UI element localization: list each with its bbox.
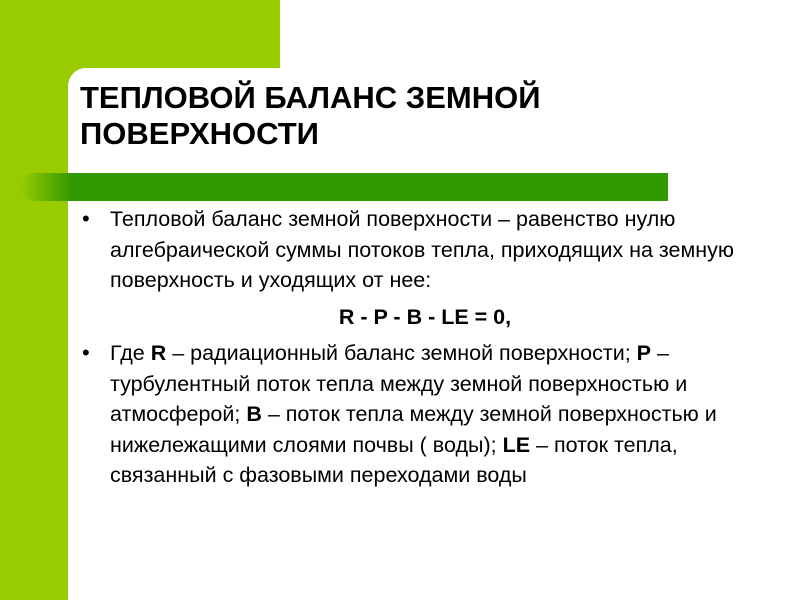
heat-balance-formula: R - P - B - LE = 0, (338, 304, 512, 329)
bullet-item-definition (80, 204, 740, 296)
title-underline-bar (20, 173, 668, 201)
legend-text-5: – поток тепла, связанный с фазовыми переходами воды (110, 432, 678, 487)
bullet-dot-icon: • (82, 340, 90, 365)
legend-text-2: – радиационный баланс земной поверхности; (166, 341, 637, 365)
slide-title (80, 80, 720, 152)
title-line-2: ПОВЕРХНОСТИ (80, 116, 319, 151)
symbol-b: B (246, 402, 262, 426)
legend-text-3: – турбулентный поток тепла между земной поверхностью и атмосферой; (110, 341, 688, 426)
symbol-le: LE (502, 432, 531, 457)
symbol-p: P (636, 341, 651, 365)
symbol-r: R (150, 341, 167, 365)
bullet-item-legend (80, 338, 740, 491)
title-line-1: ТЕПЛОВОЙ БАЛАНС ЗЕМНОЙ (80, 80, 541, 115)
definition-text: Тепловой баланс земной поверхности – равенство нулю алгебраической суммы потоков тепла, приходящих на земную поверхность и уходящих от нее: (110, 207, 735, 292)
bullet-dot-icon: • (82, 206, 90, 231)
legend-text-4: – поток тепла между земной поверхностью и нижележащими слоями почвы ( воды); (110, 402, 717, 457)
legend-text-1: Где (110, 341, 151, 365)
bullet-list (80, 204, 740, 491)
